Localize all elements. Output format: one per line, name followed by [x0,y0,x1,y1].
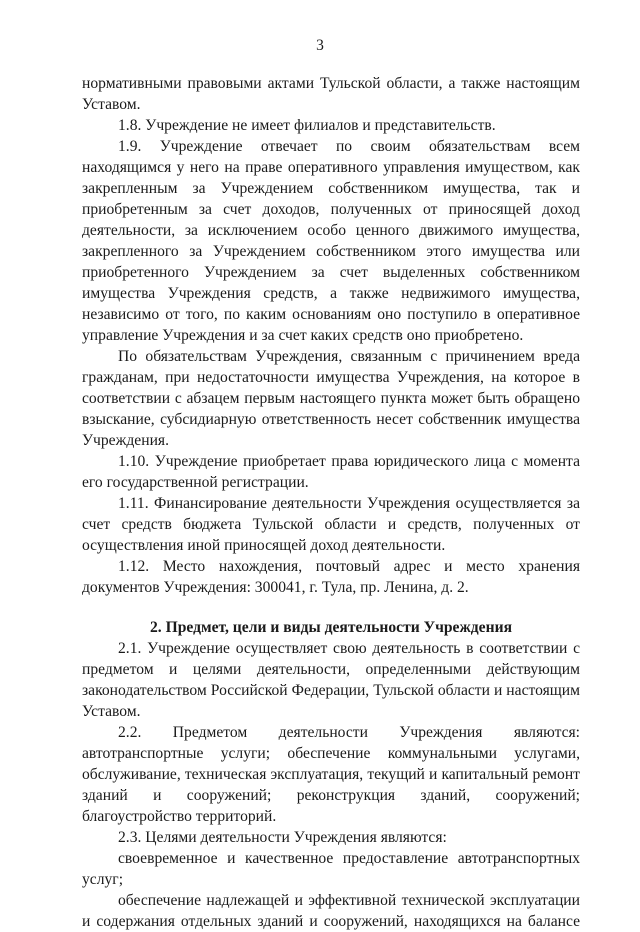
paragraph-1-9-liability: По обязательствам Учреждения, связанным с причинением вреда гражданам, при недостаточности имущества Учреждения, на которое в соответствии с абзацем первым настоящего пункта может быть обращено взыскание, субсидиарную ответственность несет собственник имущества Учреждения. [82,348,580,449]
paragraph-1-9: 1.9. Учреждение отвечает по своим обязательствам всем находящимся у него на праве оперативного управления имуществом, как закрепленным за Учреждением собственником имущества, так и приобретенным за счет доходов, полученных от приносящей доход деятельности, за исключением особо ценного движимого имущества, закрепленного за Учреждением собственником этого имущества или приобретенного Учреждением за счет выделенных собственником имущества Учреждения средств, а также недвижимого имущества, независимо от того, по каким основаниям оно поступило в оперативное управление Учреждения и за счет каких средств оно приобретено. [82,138,580,344]
paragraph-2-2: 2.2. Предметом деятельности Учреждения являются: автотранспортные услуги; обеспечение коммунальными услугами, обслуживание, техническая эксплуатация, текущий и капитальный ремонт зданий и сооружений; реконструкция зданий, сооружений; благоустройство территорий. [82,724,580,825]
paragraph-1-10: 1.10. Учреждение приобретает права юридического лица с момента его государственной регистрации. [82,453,580,491]
goal-item-maintenance: обеспечение надлежащей и эффективной технической эксплуатации и содержания отдельных зданий и сооружений, находящихся на балансе [82,892,580,930]
paragraph-1-7-continuation: нормативными правовыми актами Тульской области, а также настоящим Уставом. [82,75,580,113]
document-body [82,73,580,932]
paragraph-2-1: 2.1. Учреждение осуществляет свою деятельность в соответствии с предметом и целями деятельности, определенными действующим законодательством Российской Федерации, Тульской области и настоящим Уставом. [82,640,580,720]
section-2-heading: 2. Предмет, цели и виды деятельности Учреждения [149,619,513,636]
paragraph-2-3: 2.3. Целями деятельности Учреждения являются: [118,829,447,846]
paragraph-1-12: 1.12. Место нахождения, почтовый адрес и место хранения документов Учреждения: 300041, г. Тула, пр. Ленина, д. 2. [82,558,580,596]
page-number: 3 [316,37,324,54]
paragraph-1-11: 1.11. Финансирование деятельности Учреждения осуществляется за счет средств бюджета Тульской области и средств, полученных от осуществления иной приносящей доход деятельности. [82,495,580,554]
paragraph-1-8: 1.8. Учреждение не имеет филиалов и представительств. [118,117,496,134]
goal-item-transport: своевременное и качественное предоставление автотранспортных услуг; [82,850,580,888]
